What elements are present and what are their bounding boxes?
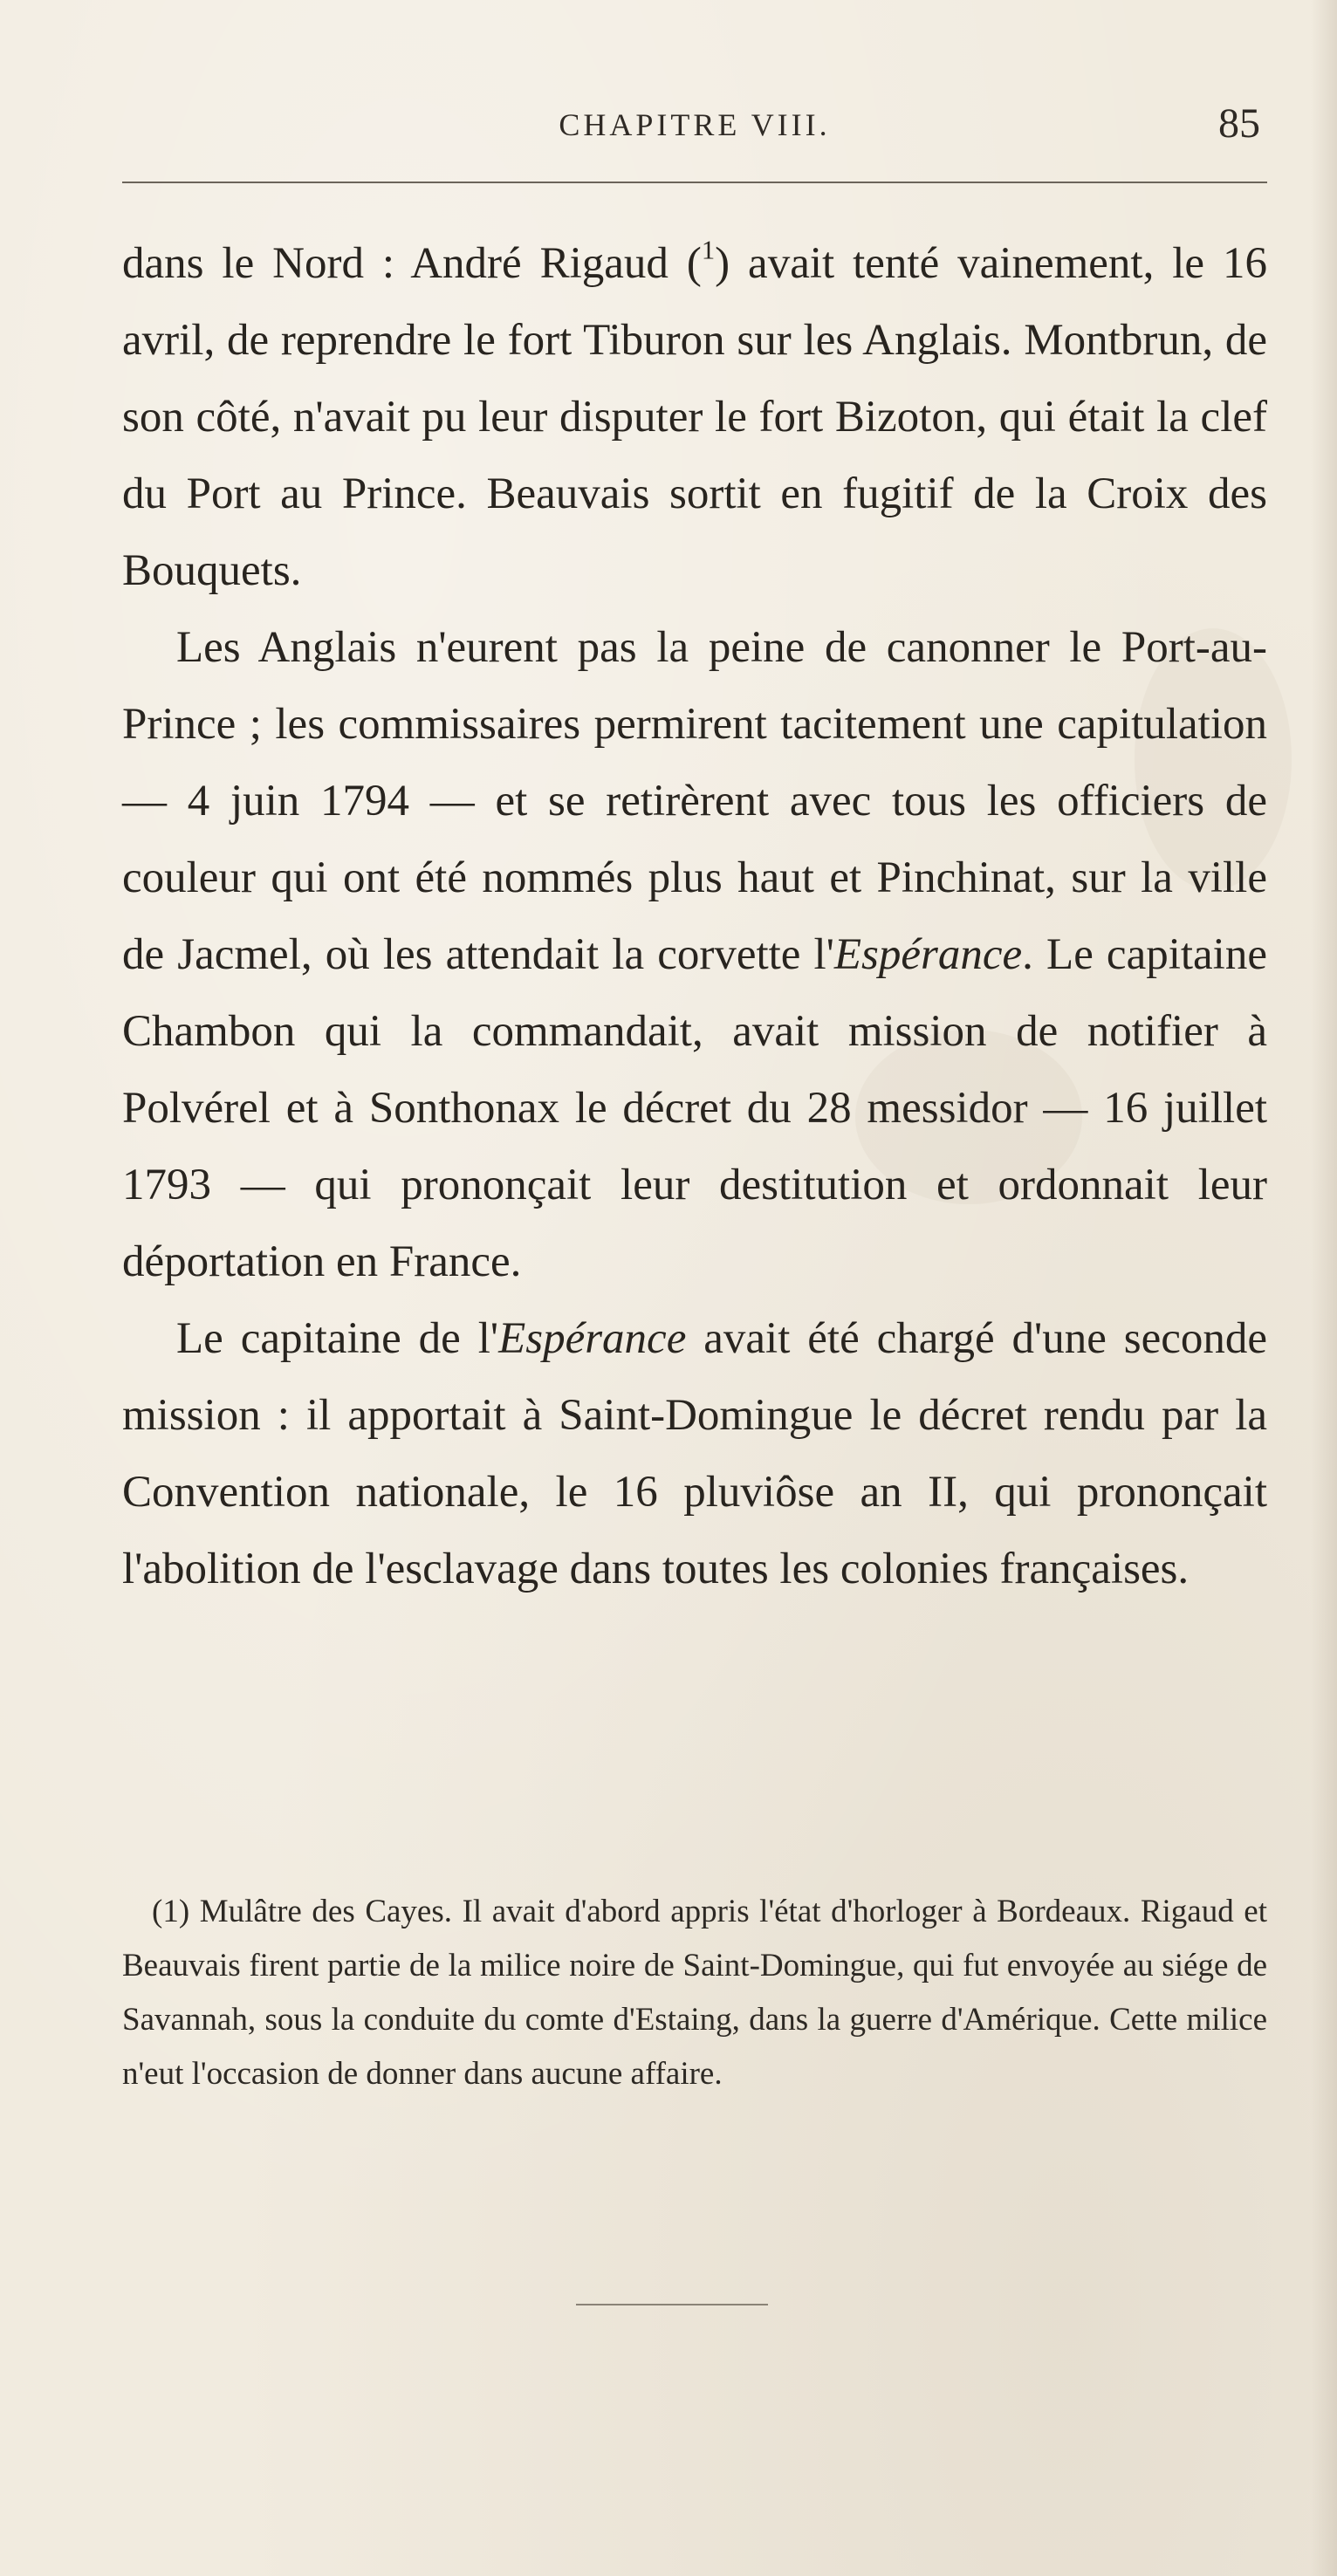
- main-text: [122, 225, 1267, 1607]
- footnote-ref-number: 1: [701, 235, 716, 265]
- paragraph-3-text-b: avait été chargé d'une seconde mission : il apportait à Saint-Domingue le décret rendu par la Convention nationale, le 16 pluviôse an II, qui prononçait l'abolition de l'esclavage dans toutes les colonies françaises.: [122, 1314, 1267, 1593]
- paragraph-2: [122, 609, 1267, 1300]
- bottom-rule: [576, 2304, 768, 2305]
- header-rule: [122, 182, 1267, 183]
- page-edge-shadow: [1311, 0, 1337, 2576]
- paragraph-3-text-a: Le capitaine de l': [176, 1314, 499, 1363]
- paragraph-1-text-a: dans le Nord : André Rigaud: [122, 239, 687, 288]
- page-number: 85: [1218, 100, 1260, 147]
- footnote-ref: ($^1$): [686, 235, 730, 288]
- page-header: [122, 98, 1267, 159]
- ship-name: Espérance: [833, 930, 1023, 979]
- paragraph-1-text-b: avait tenté vainement, le 16 avril, de reprendre le fort Tiburon sur les Anglais. Montbrun, de son côté, n'avait pu leur disputer le fort Bizoton, qui était la clef du Port au Prince. Beauvais sortit en fugitif de la Croix des Bouquets.: [122, 239, 1268, 595]
- paragraph-1: [122, 225, 1267, 609]
- footnote: [122, 1885, 1267, 2101]
- footnote-marker: (1): [152, 1894, 190, 1929]
- ship-name: Espérance: [498, 1314, 687, 1363]
- paragraph-3: [122, 1300, 1267, 1607]
- footnote-text: Mulâtre des Cayes. Il avait d'abord appris l'état d'horloger à Bordeaux. Rigaud et Beauvais firent partie de la milice noire de Saint-Domingue, qui fut envoyée au siége de Savannah, sous la conduite du comte d'Estaing, dans la guerre d'Amérique. Cette milice n'eut l'occasion de donner dans aucune affaire.: [122, 1894, 1268, 2092]
- paragraph-2-text-a: Les Anglais n'eurent pas la peine de canonner le Port-au-Prince ; les commissaires permirent tacitement une capitulation — 4 juin 1794 — et se retirèrent avec tous les officiers de couleur qui ont été nommés plus haut et Pinchinat, sur la ville de Jacmel, où les attendait la corvette l': [122, 623, 1267, 979]
- paragraph-2-text-b: . Le capitaine Chambon qui la commandait, avait mission de notifier à Polvérel et à Sonthonax le décret du 28 messidor — 16 juillet 1793 — qui prononçait leur destitution et ordonnait leur déportation en France.: [122, 930, 1267, 1286]
- running-title: CHAPITRE VIII.: [559, 107, 831, 142]
- footnote-paragraph: [122, 1885, 1267, 2101]
